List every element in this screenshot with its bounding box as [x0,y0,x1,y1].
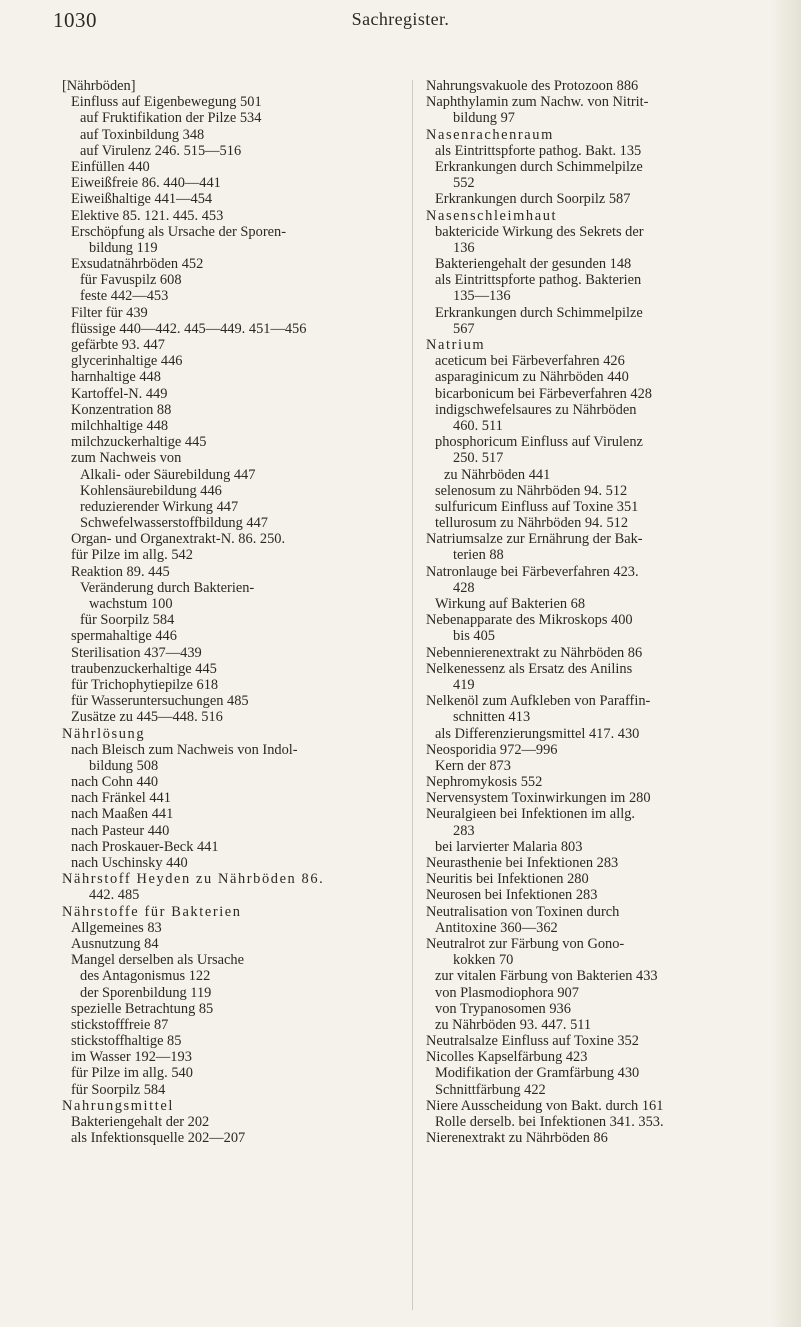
index-subentry: nach Fränkel 441 [71,790,171,807]
index-entry: Nasenschleimhaut [426,207,558,224]
index-subentry: zu Nährböden 93. 447. 511 [435,1016,592,1033]
index-entry: [Nährböden] [62,78,136,94]
index-entry: Nahrungsmittel [62,1097,174,1114]
index-subentry: bicarbonicum bei Färbeverfahren 428 [435,385,652,402]
index-subentry: Reaktion 89. 445 [71,563,170,580]
index-entry: Nährlösung [62,725,146,742]
index-subentry: Sterilisation 437—439 [71,644,202,661]
index-subentry: aceticum bei Färbeverfahren 426 [435,353,625,370]
page-header [0,0,801,40]
index-entry: Nierenextrakt zu Nährböden 86 [426,1130,608,1147]
index-subentry: sulfuricum Einfluss auf Toxine 351 [435,498,639,515]
index-subentry: wachstum 100 [89,596,173,612]
index-subentry: phosphoricum Einfluss auf Virulenz [435,434,643,451]
index-subentry: milchhaltige 448 [71,417,169,434]
index-subentry: stickstoffhaltige 85 [71,1033,182,1050]
index-subentry: 250. 517 [453,450,504,467]
index-subentry: für Pilze im allg. 542 [71,547,193,564]
index-subentry: 419 [453,676,475,693]
index-subentry: nach Cohn 440 [71,774,159,791]
index-subentry: Organ- und Organextrakt-N. 86. 250. [71,531,286,548]
index-subentry: Alkali- oder Säurebildung 447 [80,466,256,483]
column-divider [412,80,413,1310]
index-subentry: Zusätze zu 445—448. 516 [71,709,223,726]
index-entry: Neutralrot zur Färbung von Gono- [426,935,625,952]
index-subentry: Erkrankungen durch Schimmelpilze [435,158,643,175]
index-subentry: Allgemeines 83 [71,919,162,936]
index-subentry: nach Proskauer-Beck 441 [71,838,219,855]
index-subentry: für Soorpilz 584 [71,1081,166,1098]
index-subentry: auf Toxinbildung 348 [80,126,205,143]
index-subentry: Rolle derselb. bei Infektionen 341. 353. [435,1114,664,1130]
index-subentry: Antitoxine 360—362 [435,919,558,936]
index-entry: Nicolles Kapselfärbung 423 [426,1049,588,1066]
index-subentry: Erkrankungen durch Schimmelpilze [435,304,643,321]
index-entry: Nebennierenextrakt zu Nährböden 86 [426,644,643,661]
index-subentry: des Antagonismus 122 [80,968,211,985]
index-subentry: als Differenzierungsmittel 417. 430 [435,725,640,742]
index-subentry: bildung 97 [453,110,515,127]
index-entry: Nephromykosis 552 [426,774,543,791]
index-subentry: gefärbte 93. 447 [71,337,165,353]
index-column-right [426,78,770,1146]
index-entry: Neurasthenie bei Infektionen 283 [426,855,619,871]
index-subentry: kokken 70 [453,952,514,969]
index-subentry: stickstofffreie 87 [71,1016,169,1033]
index-subentry: für Trichophytiepilze 618 [71,676,219,693]
index-entry: Nervensystem Toxinwirkungen im 280 [426,790,651,807]
index-subentry: auf Virulenz 246. 515—516 [80,142,242,159]
index-subentry: Ausnutzung 84 [71,935,159,952]
index-subentry: Schnittfärbung 422 [435,1081,546,1098]
index-subentry: tellurosum zu Nährböden 94. 512 [435,515,629,532]
index-entry: Naphthylamin zum Nachw. von Nitrit- [426,94,649,111]
index-subentry: nach Uschinsky 440 [71,855,188,871]
index-subentry: reduzierender Wirkung 447 [80,498,239,515]
index-subentry: 460. 511 [453,417,503,434]
index-subentry: Mangel derselben als Ursache [71,952,245,969]
index-subentry: Exsudatnährböden 452 [71,256,204,273]
index-subentry: spermahaltige 446 [71,628,177,645]
index-subentry: asparaginicum zu Nährböden 440 [435,369,629,386]
page-number: 1030 [53,8,97,32]
index-entry: Nelkenöl zum Aufkleben von Paraffin- [426,693,651,710]
index-subentry: selenosum zu Nährböden 94. 512 [435,482,628,499]
index-entry: Nasenrachenraum [426,126,554,143]
index-entry: Nebenapparate des Mikroskops 400 [426,612,633,629]
index-subentry: zur vitalen Färbung von Bakterien 433 [435,968,658,985]
index-subentry: bis 405 [453,628,495,645]
index-subentry: nach Bleisch zum Nachweis von Indol- [71,741,298,758]
index-subentry: terien 88 [453,547,504,564]
index-subentry: Kern der 873 [435,757,511,774]
index-entry: Nährstoffe für Bakterien [62,903,242,920]
index-subentry: als Eintrittspforte pathog. Bakt. 135 [435,142,642,159]
index-entry: Natrium [426,337,486,353]
index-subentry: nach Pasteur 440 [71,822,170,839]
index-subentry: 283 [453,822,475,839]
index-subentry: auf Fruktifikation der Pilze 534 [80,110,262,127]
index-subentry: zum Nachweis von [71,450,182,467]
index-subentry: Bakteriengehalt der 202 [71,1114,210,1130]
index-subentry: glycerinhaltige 446 [71,353,183,370]
index-subentry: als Eintrittspforte pathog. Bakterien [435,272,642,289]
index-entry: Nahrungsvakuole des Protozoon 886 [426,78,639,94]
index-subentry: für Favuspilz 608 [80,272,182,289]
index-subentry: von Plasmodiophora 907 [435,984,579,1001]
index-subentry: Filter für 439 [71,304,148,321]
index-subentry: von Trypanosomen 936 [435,1000,571,1017]
index-subentry: bei larvierter Malaria 803 [435,838,583,855]
index-subentry: spezielle Betrachtung 85 [71,1000,214,1017]
page-edge-shade [771,0,801,1327]
index-subentry: Einfluss auf Eigenbewegung 501 [71,94,262,111]
index-subentry: Veränderung durch Bakterien- [80,579,255,596]
index-subentry: Konzentration 88 [71,401,172,418]
index-subentry: Kohlensäurebildung 446 [80,482,222,499]
index-subentry: Eiweißhaltige 441—454 [71,191,213,208]
index-subentry: nach Maaßen 441 [71,806,174,823]
index-entry: Natriumsalze zur Ernährung der Bak- [426,531,643,548]
index-subentry: harnhaltige 448 [71,369,161,386]
index-entry: Neurosen bei Infektionen 283 [426,887,598,904]
index-subentry: Kartoffel-N. 449 [71,385,168,402]
index-subentry: Elektive 85. 121. 445. 453 [71,207,224,224]
index-subentry: milchzuckerhaltige 445 [71,434,207,451]
index-subentry: 552 [453,175,475,192]
index-subentry: traubenzuckerhaltige 445 [71,660,217,677]
index-entry: Niere Ausscheidung von Bakt. durch 161 [426,1097,664,1114]
index-subentry: Wirkung auf Bakterien 68 [435,596,586,612]
index-subentry: 442. 485 [89,887,140,904]
index-subentry: für Pilze im allg. 540 [71,1065,193,1082]
index-entry: Neuralgieen bei Infektionen im allg. [426,806,635,823]
index-subentry: Modifikation der Gramfärbung 430 [435,1065,640,1082]
index-subentry: Einfüllen 440 [71,158,150,175]
index-subentry: indigschwefelsaures zu Nährböden [435,401,637,418]
index-subentry: bildung 508 [89,757,159,774]
index-subentry: im Wasser 192—193 [71,1049,192,1066]
index-subentry: Eiweißfreie 86. 440—441 [71,175,221,192]
index-subentry: feste 442—453 [80,288,169,305]
index-entry: Nährstoff Heyden zu Nährböden 86. [62,871,325,888]
index-subentry: baktericide Wirkung des Sekrets der [435,223,644,240]
index-subentry: zu Nährböden 441 [444,466,551,483]
index-subentry: 135—136 [453,288,511,305]
index-subentry: als Infektionsquelle 202—207 [71,1130,246,1147]
index-entry: Neuritis bei Infektionen 280 [426,871,589,888]
index-subentry: schnitten 413 [453,709,531,726]
index-subentry: 136 [453,239,475,256]
index-subentry: bildung 119 [89,239,158,256]
index-entry: Neutralsalze Einfluss auf Toxine 352 [426,1033,639,1050]
index-subentry: Schwefelwasserstoffbildung 447 [80,515,268,532]
index-subentry: 428 [453,579,475,596]
running-title: Sachregister. [351,9,450,29]
index-entry: Nelkenessenz als Ersatz des Anilins [426,660,633,677]
index-subentry: Erschöpfung als Ursache der Sporen- [71,223,286,240]
index-subentry: für Wasseruntersuchungen 485 [71,693,249,710]
index-subentry: der Sporenbildung 119 [80,984,212,1001]
index-subentry: für Soorpilz 584 [80,612,175,629]
index-subentry: 567 [453,320,475,337]
index-subentry: Bakteriengehalt der gesunden 148 [435,256,632,273]
index-column-left [62,78,384,1146]
index-entry: Neutralisation von Toxinen durch [426,903,620,920]
index-subentry: Erkrankungen durch Soorpilz 587 [435,191,631,208]
index-subentry: flüssige 440—442. 445—449. 451—456 [71,320,307,337]
index-entry: Neosporidia 972—996 [426,741,558,758]
index-entry: Natronlauge bei Färbeverfahren 423. [426,563,639,580]
